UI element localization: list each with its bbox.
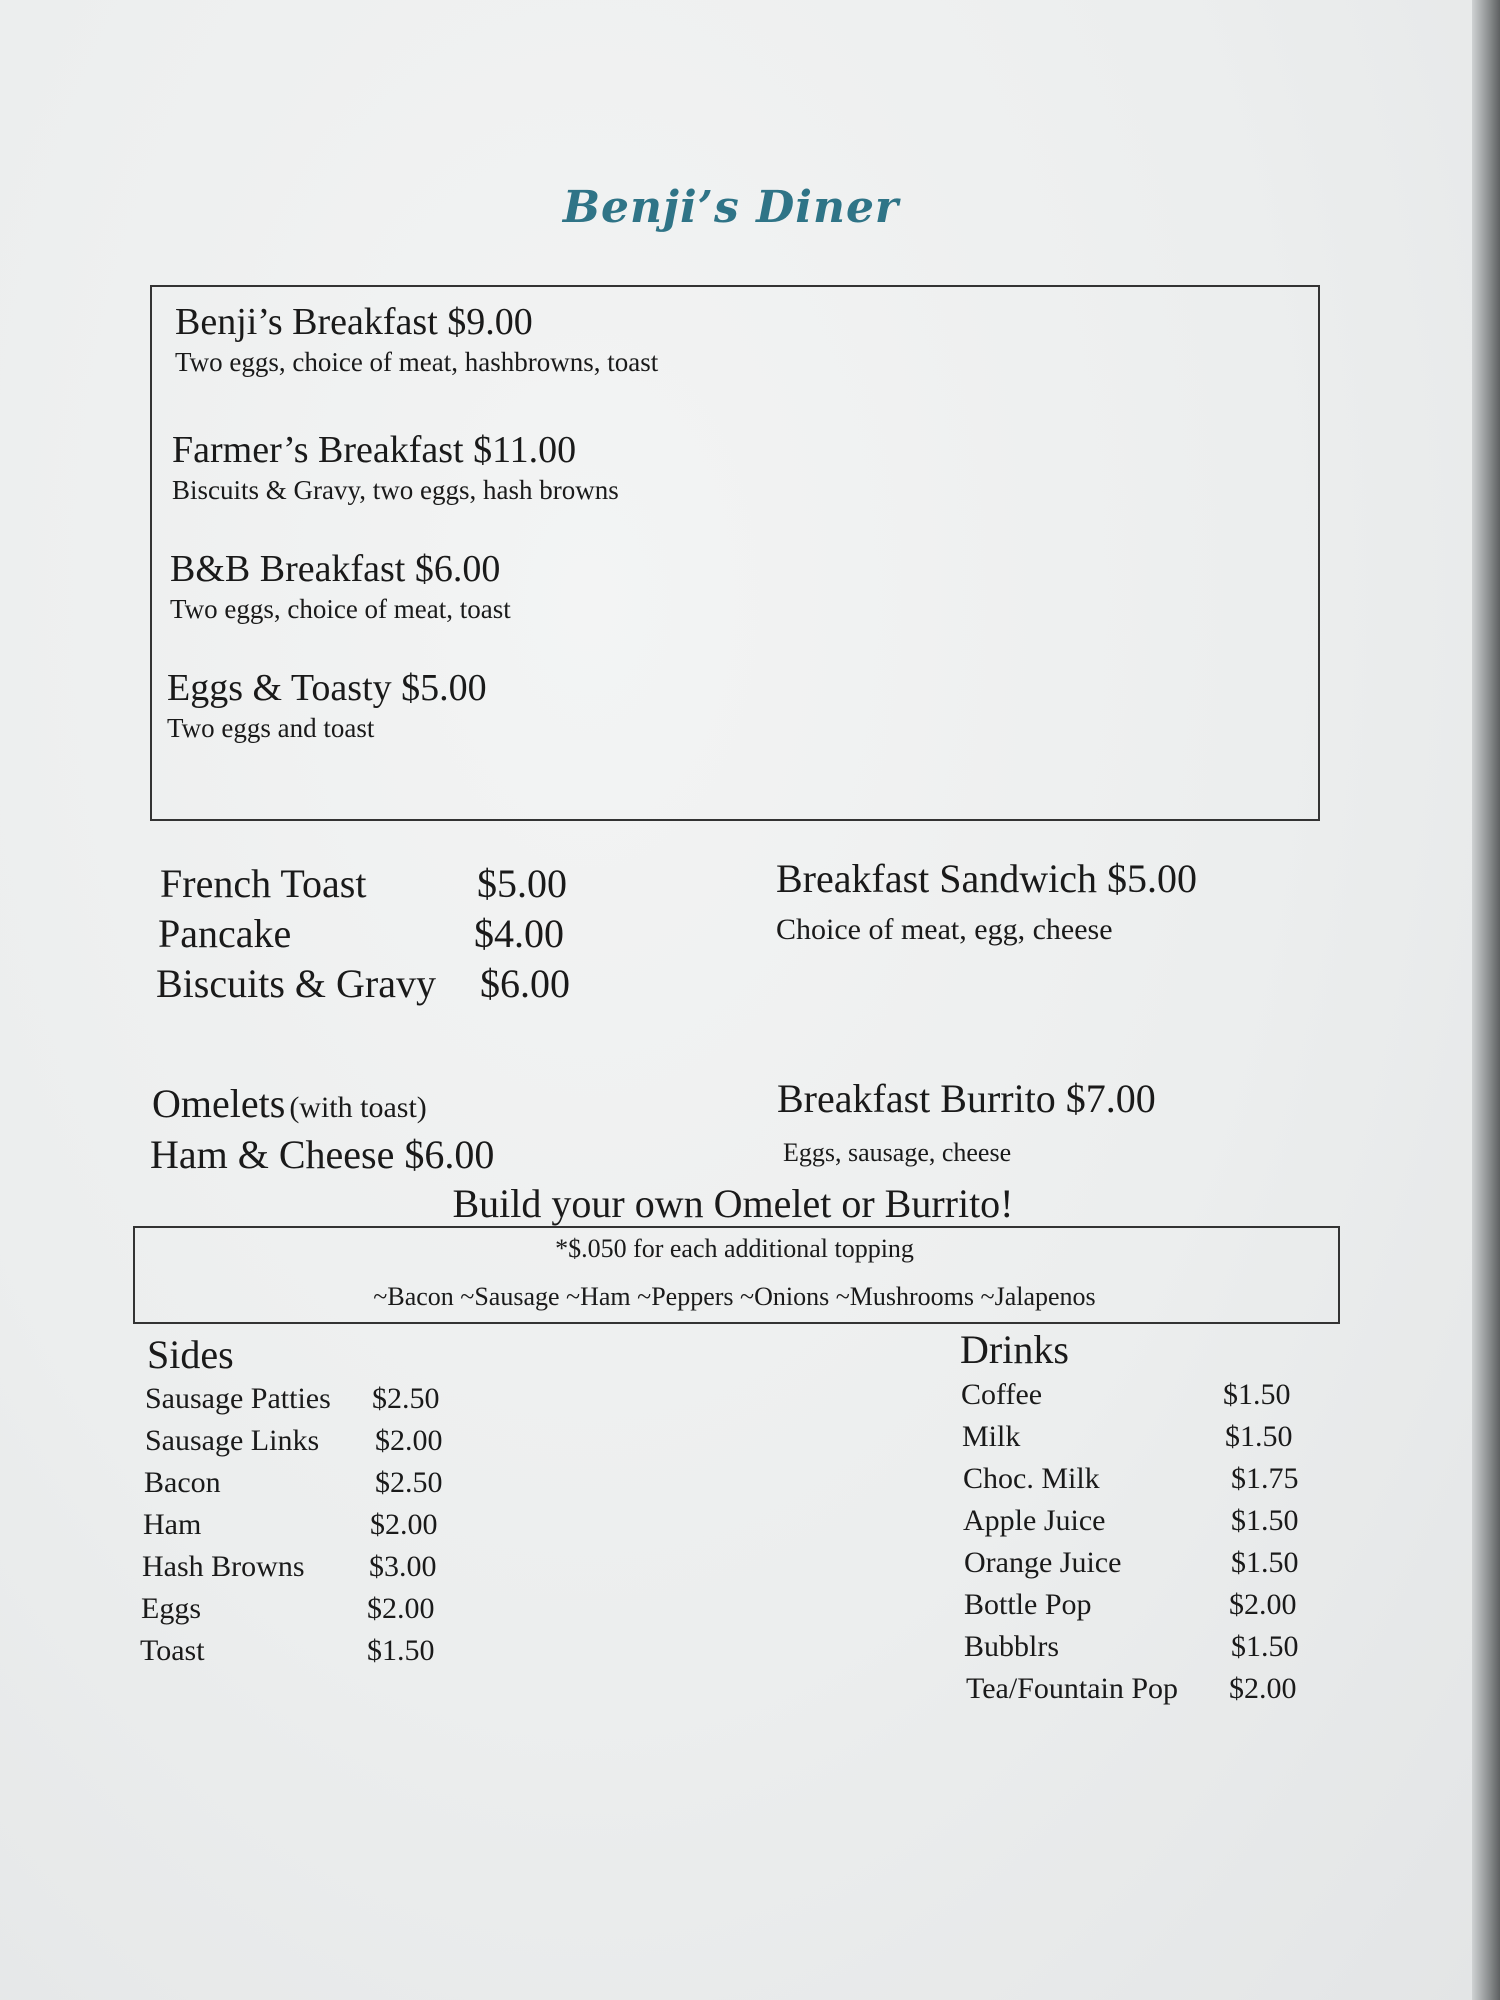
drink-price: $2.00 [1229, 1588, 1297, 1621]
side-price: $1.50 [367, 1634, 435, 1667]
drink-name: Tea/Fountain Pop [966, 1672, 1179, 1705]
griddle-item-name: French Toast [160, 861, 367, 906]
drink-price: $1.50 [1231, 1546, 1299, 1579]
drink-price: $1.75 [1231, 1462, 1299, 1495]
side-price: $2.50 [372, 1382, 440, 1415]
special-desc: Two eggs, choice of meat, toast [170, 594, 511, 624]
drink-name: Milk [962, 1420, 1021, 1453]
omelets-heading: Omelets [152, 1081, 286, 1126]
drink-name: Bubblrs [964, 1630, 1060, 1663]
drink-price: $1.50 [1223, 1378, 1291, 1411]
drinks-heading: Drinks [960, 1327, 1069, 1372]
griddle-item-name: Pancake [158, 911, 292, 956]
sides-heading: Sides [147, 1332, 234, 1377]
drink-name: Apple Juice [963, 1504, 1106, 1537]
diner-title: Benji’s Diner [562, 182, 900, 233]
omelets-heading-line [152, 1080, 427, 1127]
special-desc: Biscuits & Gravy, two eggs, hash browns [172, 475, 619, 505]
side-price: $2.00 [375, 1424, 443, 1457]
drink-name: Bottle Pop [964, 1588, 1092, 1621]
side-name: Hash Browns [142, 1550, 305, 1583]
griddle-item-name: Biscuits & Gravy [156, 961, 436, 1006]
special-desc: Two eggs, choice of meat, hashbrowns, toast [175, 347, 659, 377]
burrito-title: Breakfast Burrito $7.00 [777, 1076, 1156, 1121]
drink-price: $2.00 [1229, 1672, 1297, 1705]
special-title: B&B Breakfast $6.00 [170, 548, 501, 590]
special-title: Farmer’s Breakfast $11.00 [172, 429, 577, 471]
omelets-note: (with toast) [289, 1091, 427, 1124]
table-edge [1472, 0, 1500, 2000]
special-title: Benji’s Breakfast $9.00 [175, 301, 533, 343]
side-price: $2.00 [367, 1592, 435, 1625]
griddle-item-price: $4.00 [474, 911, 564, 956]
special-desc: Two eggs and toast [167, 713, 375, 743]
griddle-item-price: $5.00 [477, 861, 567, 906]
side-name: Ham [143, 1508, 202, 1541]
topping-note: *$.050 for each additional topping [555, 1234, 914, 1263]
burrito-desc: Eggs, sausage, cheese [783, 1138, 1012, 1167]
side-price: $2.00 [370, 1508, 438, 1541]
sandwich-title: Breakfast Sandwich $5.00 [776, 856, 1198, 901]
drink-name: Coffee [961, 1378, 1043, 1411]
side-name: Eggs [141, 1592, 201, 1625]
side-name: Sausage Patties [145, 1382, 331, 1415]
drink-price: $1.50 [1225, 1420, 1293, 1453]
griddle-item-price: $6.00 [480, 961, 570, 1006]
side-name: Bacon [144, 1466, 221, 1499]
drink-name: Choc. Milk [963, 1462, 1100, 1495]
drink-name: Orange Juice [964, 1546, 1122, 1579]
side-name: Sausage Links [145, 1424, 320, 1457]
special-title: Eggs & Toasty $5.00 [167, 667, 487, 709]
omelet-item: Ham & Cheese $6.00 [150, 1132, 495, 1177]
side-price: $2.50 [375, 1466, 443, 1499]
side-name: Toast [140, 1634, 205, 1667]
toppings-list: ~Bacon ~Sausage ~Ham ~Peppers ~Onions ~Mushrooms ~Jalapenos [373, 1282, 1096, 1311]
build-your-own-heading: Build your own Omelet or Burrito! [452, 1181, 1014, 1226]
side-price: $3.00 [369, 1550, 437, 1583]
drink-price: $1.50 [1231, 1504, 1299, 1537]
drink-price: $1.50 [1231, 1630, 1299, 1663]
sandwich-desc: Choice of meat, egg, cheese [776, 913, 1113, 946]
